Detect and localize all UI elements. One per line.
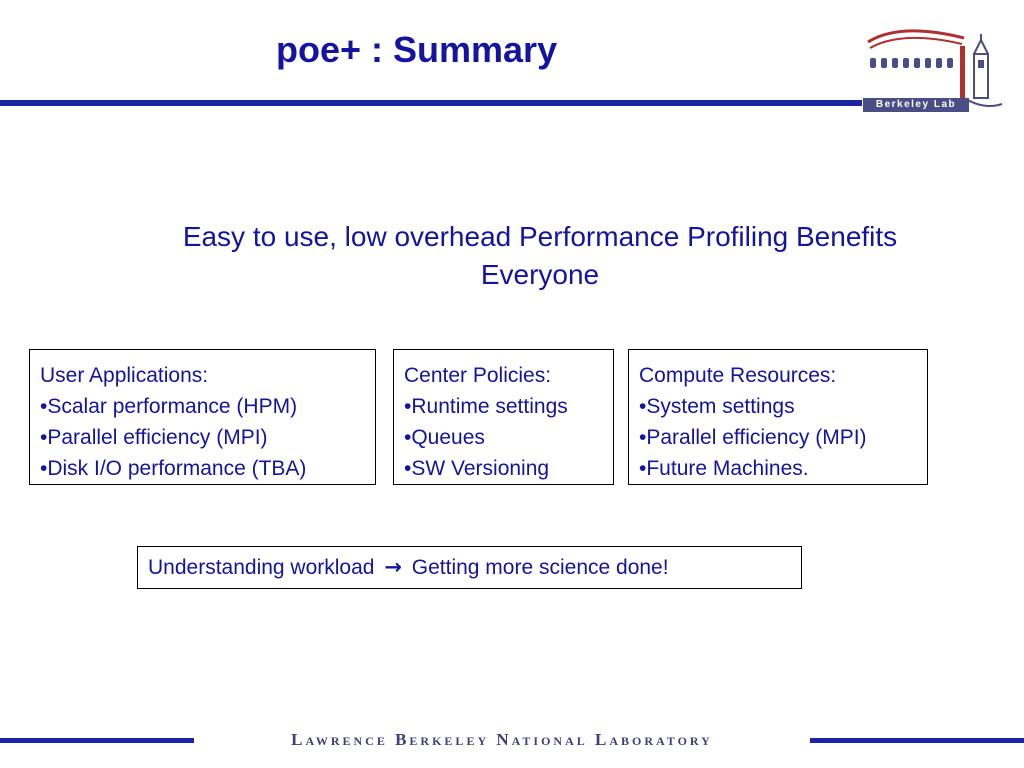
list-item: •SW Versioning bbox=[404, 457, 550, 480]
footer-rule-right bbox=[810, 738, 1024, 743]
header-rule bbox=[0, 100, 862, 106]
summary-box bbox=[137, 546, 802, 589]
footer-rule-left bbox=[0, 738, 194, 743]
user-applications-box bbox=[29, 349, 376, 485]
list-item: •Parallel efficiency (MPI) bbox=[40, 426, 268, 449]
center-policies-box bbox=[393, 349, 614, 485]
box-heading: Compute Resources: bbox=[639, 364, 837, 387]
box-heading: User Applications: bbox=[40, 364, 209, 387]
list-item: •Queues bbox=[404, 426, 485, 449]
summary-right-text: Getting more science done! bbox=[411, 556, 669, 579]
headline: Easy to use, low overhead Performance Profiling Benefits Everyone bbox=[182, 221, 898, 290]
list-item: •Parallel efficiency (MPI) bbox=[639, 426, 867, 449]
list-item: •Future Machines. bbox=[639, 457, 809, 480]
berkeley-lab-logo bbox=[860, 24, 1004, 114]
list-item: •System settings bbox=[639, 395, 795, 418]
footer-text: Lawrence Berkeley National Laboratory bbox=[291, 730, 713, 749]
list-item: •Disk I/O performance (TBA) bbox=[40, 457, 307, 480]
right-arrow-icon: → bbox=[384, 555, 402, 579]
summary-left-text: Understanding workload bbox=[148, 556, 375, 579]
compute-resources-box bbox=[628, 349, 928, 485]
list-item: •Scalar performance (HPM) bbox=[40, 395, 298, 418]
slide-title: poe+ : Summary bbox=[276, 29, 558, 70]
list-item: •Runtime settings bbox=[404, 395, 568, 418]
box-heading: Center Policies: bbox=[404, 364, 552, 387]
logo-badge: Berkeley Lab bbox=[863, 98, 969, 112]
